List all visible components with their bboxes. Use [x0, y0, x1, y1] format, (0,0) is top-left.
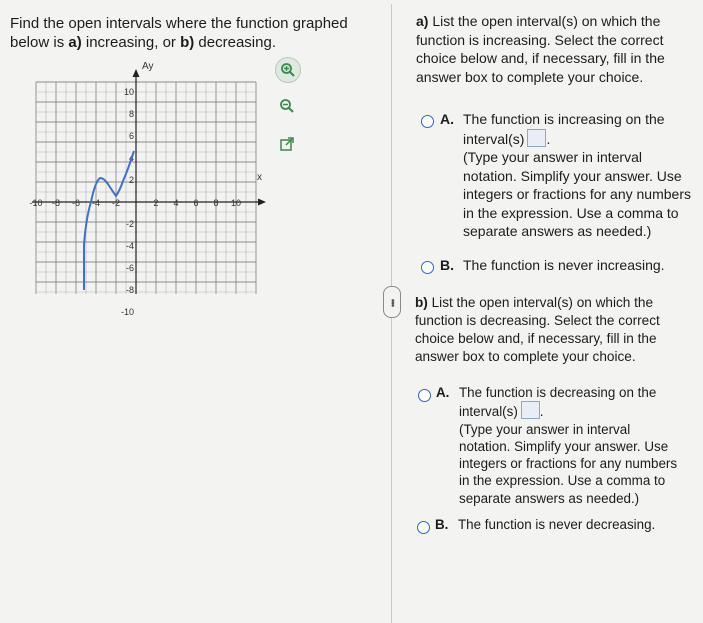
question-text-part: decreasing. — [194, 34, 276, 51]
x-tick-label: -10 — [29, 198, 43, 208]
choice-letter: B. — [440, 257, 454, 273]
period: . — [546, 130, 551, 147]
question-part-b-label: b) — [180, 34, 195, 51]
y-tick-label: 8 — [128, 109, 134, 119]
part-b-prompt-line: answer box to complete your choice. — [415, 349, 636, 364]
question-text-part: increasing, or — [81, 34, 181, 51]
choice-b-text: The function is never increasing. — [463, 257, 665, 273]
y-tick-label: -4 — [125, 241, 134, 251]
choice-letter: B. — [435, 517, 449, 532]
y-tick-label: -2 — [125, 219, 134, 229]
interval-label: interval(s) — [459, 404, 518, 420]
zoom-in-icon — [280, 62, 296, 78]
question-part-a-label: a) — [68, 34, 82, 51]
period: . — [539, 404, 544, 420]
open-new-window-button[interactable] — [275, 132, 299, 156]
x-tick-label: -4 — [91, 198, 101, 208]
part-b-prompt-text: List the open interval(s) on which the — [427, 295, 654, 310]
hint-line: integers or fractions for any numbers — [459, 456, 678, 472]
part-a-prompt-line: choice below and, if necessary, fill in the — [416, 50, 665, 66]
choice-a-text — [459, 384, 699, 507]
part-b-prompt-line — [415, 294, 695, 312]
hint-line: (Type your answer in interval — [459, 421, 631, 437]
y-tick-label: 10 — [123, 87, 134, 97]
y-tick-label: 2 — [128, 175, 134, 185]
interval-label: interval(s) — [463, 130, 525, 147]
question-text — [10, 14, 350, 52]
pane-resize-handle[interactable] — [383, 286, 401, 318]
x-tick-label: -6 — [71, 198, 81, 208]
part-b-answer-box[interactable] — [521, 401, 540, 419]
x-tick-label: 6 — [193, 198, 199, 208]
y-tick-label: 4 — [128, 153, 134, 163]
hint-line: (Type your answer in interval — [463, 149, 642, 165]
hint-line: in the expression. Use a comma to — [459, 473, 666, 489]
choice-a-line — [459, 401, 699, 420]
x-axis-label: x — [257, 172, 262, 183]
answer-pane — [404, 0, 700, 623]
y-tick-label: -8 — [125, 285, 134, 295]
part-b-choice-a-radio[interactable] — [418, 389, 431, 402]
x-tick-label: -2 — [111, 198, 121, 208]
hint-line: notation. Simplify your answer. Use — [463, 167, 682, 184]
part-b-choice-b-radio[interactable] — [417, 521, 430, 534]
part-a-label: a) — [416, 13, 429, 29]
question-line-1: Find the open intervals where the function graphed — [10, 15, 348, 32]
y-tick-label: 6 — [128, 131, 134, 141]
choice-letter: A. — [440, 111, 454, 127]
x-tick-label: 8 — [213, 198, 219, 208]
graph-axes — [32, 69, 266, 294]
choice-a-text — [463, 110, 703, 241]
hint-line: integers or fractions for any numbers — [463, 186, 691, 202]
x-tick-label: 2 — [153, 198, 159, 208]
part-a-prompt-line: function is increasing. Select the correct — [416, 31, 664, 48]
part-a-answer-box[interactable] — [527, 129, 546, 147]
drag-dots-icon: ••• — [386, 298, 398, 306]
part-a-prompt-line — [416, 12, 696, 31]
choice-b-text: The function is never decreasing. — [458, 517, 656, 532]
x-tick-label: 10 — [230, 198, 242, 208]
question-line-2 — [10, 33, 350, 52]
question-text-part: below is — [10, 34, 69, 51]
choice-a-line: The function is increasing on the — [463, 111, 665, 127]
x-tick-label: -8 — [51, 198, 61, 208]
part-b-prompt-line: choice below and, if necessary, fill in the — [415, 331, 657, 346]
hint-line: in the expression. Use a comma to — [463, 204, 679, 221]
part-b-label: b) — [415, 295, 428, 310]
part-b-prompt — [415, 294, 695, 366]
choice-letter: A. — [436, 385, 450, 400]
part-a-prompt-line: answer box to complete your choice. — [416, 68, 644, 85]
part-a-choice-b-radio[interactable] — [421, 261, 434, 274]
x-tick-label: 4 — [173, 198, 179, 208]
graph-grid — [36, 82, 256, 294]
choice-a-line — [463, 129, 703, 149]
zoom-out-button[interactable] — [275, 94, 299, 118]
y-tick-label: -6 — [125, 263, 134, 273]
y-tick-label: -10 — [120, 307, 134, 317]
zoom-out-icon — [279, 98, 295, 114]
part-a-choice-a-radio[interactable] — [421, 115, 434, 128]
x-axis-arrow — [258, 199, 266, 206]
zoom-in-button[interactable] — [275, 57, 301, 83]
part-a-prompt — [416, 12, 696, 86]
part-b-prompt-line: function is decreasing. Select the correct — [415, 313, 660, 328]
choice-a-line: The function is decreasing on the — [459, 385, 657, 400]
function-graph — [29, 60, 276, 317]
hint-line: notation. Simplify your answer. Use — [459, 438, 669, 454]
external-link-icon — [279, 136, 295, 152]
y-axis-label: Ay — [142, 61, 154, 72]
hint-line: separate answers as needed.) — [459, 490, 640, 506]
y-axis-arrow — [133, 69, 140, 77]
part-a-prompt-text: List the open interval(s) on which the — [428, 13, 661, 29]
hint-line: separate answers as needed.) — [463, 223, 652, 239]
